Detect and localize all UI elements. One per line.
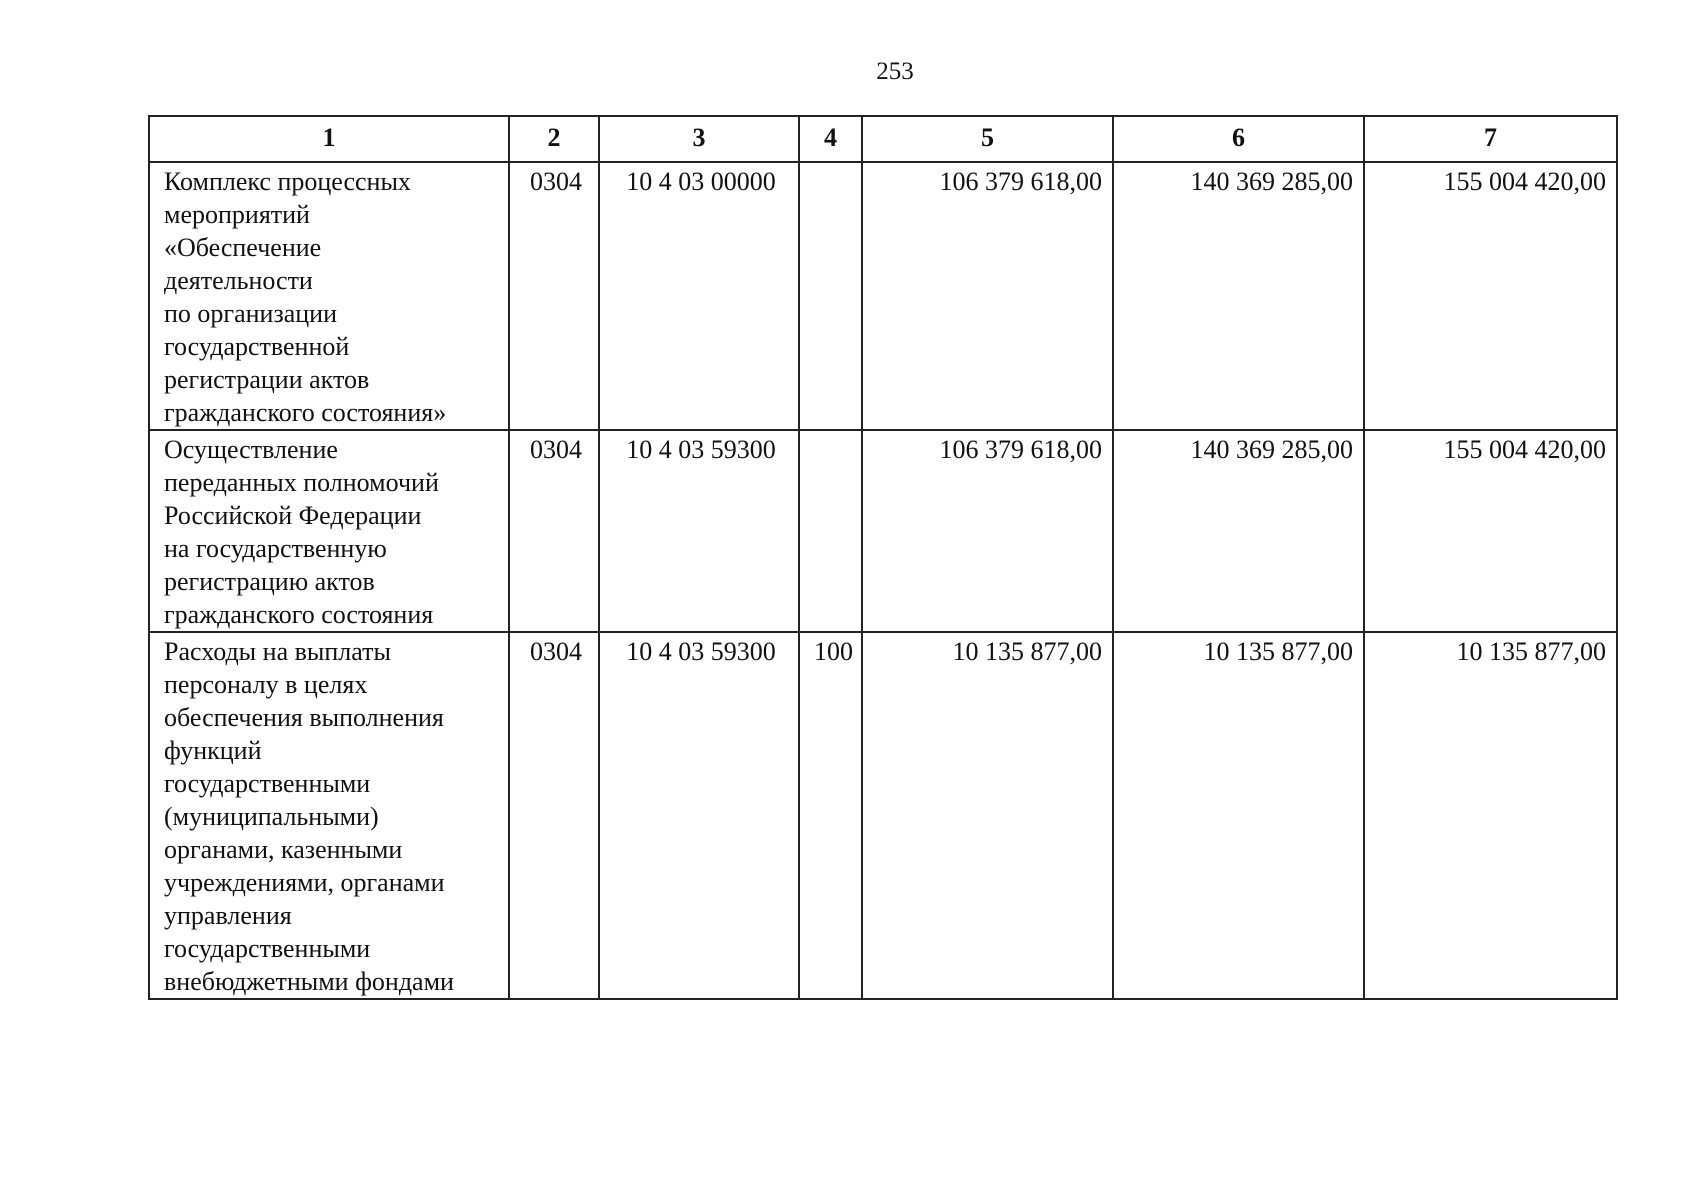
row-name-line: внебюджетными фондами [164,967,454,996]
sum-1-cell: 10 135 877,00 [862,632,1113,999]
row-name-line: переданных полномочий [164,468,439,497]
sum-1-cell: 106 379 618,00 [862,162,1113,430]
row-name-line: гражданского состояния [164,600,434,629]
sum-1-cell: 106 379 618,00 [862,430,1113,632]
sum-3-cell: 155 004 420,00 [1364,430,1617,632]
target-article-cell: 10 4 03 00000 [599,162,799,430]
row-name-line: регистрацию актов [164,567,375,596]
row-name-line: государственными [164,769,371,798]
row-name-cell [149,632,509,999]
row-name-line: регистрации актов [164,365,370,394]
row-name-cell [149,162,509,430]
row-name-line: по организации [164,299,337,328]
row-name-line: «Обеспечение [164,233,322,262]
row-name-cell [149,430,509,632]
row-name-line: (муниципальными) [164,802,379,831]
row-name-line: деятельности [164,266,313,295]
row-name-line: функций [164,736,262,765]
expense-type-cell [799,430,862,632]
col-header-1: 1 [149,116,509,162]
row-name-line: Комплекс процессных [164,167,411,196]
col-header-3: 3 [599,116,799,162]
section-cell: 0304 [509,162,599,430]
row-name-line: органами, казенными [164,835,403,864]
col-header-5: 5 [862,116,1113,162]
row-name-line: Осуществление [164,435,338,464]
row-name-line: мероприятий [164,200,310,229]
col-header-2: 2 [509,116,599,162]
row-name-line: управления [164,901,292,930]
section-cell: 0304 [509,430,599,632]
table-row [149,430,1617,632]
sum-2-cell: 140 369 285,00 [1113,430,1364,632]
budget-table [148,115,1618,1000]
table-row [149,632,1617,999]
expense-type-cell: 100 [799,632,862,999]
col-header-6: 6 [1113,116,1364,162]
section-cell: 0304 [509,632,599,999]
row-name-line: гражданского состояния» [164,398,447,427]
row-name-line: обеспечения выполнения [164,703,444,732]
target-article-cell: 10 4 03 59300 [599,632,799,999]
expense-type-cell [799,162,862,430]
sum-3-cell: 10 135 877,00 [1364,632,1617,999]
row-name-line: персоналу в целях [164,670,368,699]
sum-2-cell: 10 135 877,00 [1113,632,1364,999]
header-row [149,116,1617,162]
sum-3-cell: 155 004 420,00 [1364,162,1617,430]
col-header-4: 4 [799,116,862,162]
row-name-line: на государственную [164,534,387,563]
page-number: 253 [876,58,914,85]
row-name-line: Российской Федерации [164,501,422,530]
row-name-line: государственной [164,332,350,361]
row-name-line: Расходы на выплаты [164,637,391,666]
target-article-cell: 10 4 03 59300 [599,430,799,632]
row-name-line: государственными [164,934,371,963]
col-header-7: 7 [1364,116,1617,162]
row-name-line: учреждениями, органами [164,868,445,897]
sum-2-cell: 140 369 285,00 [1113,162,1364,430]
table-row [149,162,1617,430]
